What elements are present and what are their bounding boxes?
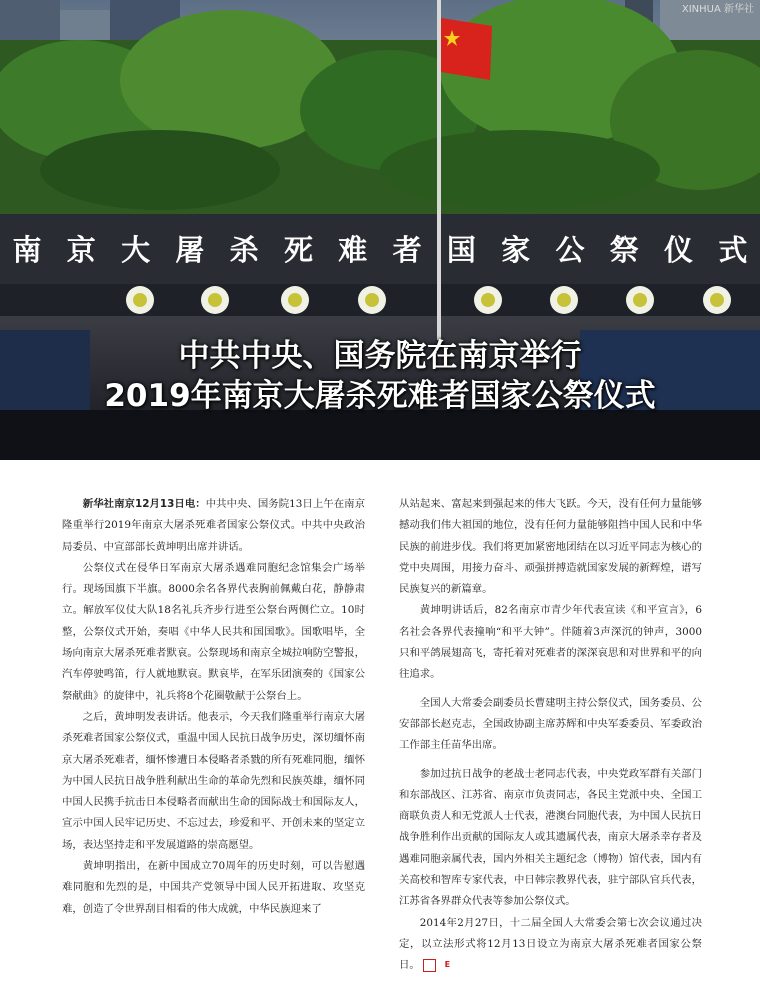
article-body bbox=[62, 494, 702, 994]
banner-char: 式 bbox=[718, 233, 748, 267]
banner-char: 大 bbox=[121, 233, 151, 267]
banner-char: 难 bbox=[338, 233, 368, 267]
paragraph: 从站起来、富起来到强起来的伟大飞跃。今天，没有任何力量能够撼动我们伟大祖国的地位，没有任何力量能够阻挡中国人民和中华民族的前进步伐。我们将更加紧密地团结在以习近平同志为核心的党中央周围，用接力奋斗、顽强拼搏造就国家发展的新辉煌，谱写民族复兴的新篇章。 bbox=[399, 498, 702, 596]
headline-line-2: 2019年南京大屠杀死难者国家公祭仪式 bbox=[104, 378, 656, 414]
paragraph: 参加过抗日战争的老战士老同志代表，中央党政军群有关部门和东部战区、江苏省、南京市负责同志，各民主党派中央、全国工商联负责人和无党派人士代表，港澳台同胞代表，为中国人民抗日战争胜利作出贡献的国际友人或其遗属代表，南京大屠杀幸存者及遇难同胞亲属代表，国内外相关主题纪念（博物）馆代表，国内有关高校和智库专家代表，中日韩宗教界代表，驻宁部队官兵代表，江苏省各界群众代表等参加公祭仪式。 bbox=[399, 767, 702, 908]
banner-char: 南 bbox=[12, 233, 42, 267]
paragraph: 之后，黄坤明发表讲话。他表示，今天我们隆重举行南京大屠杀死难者国家公祭仪式，重温中国人民抗日战争历史，深切缅怀南京大屠杀死难者，缅怀惨遭日本侵略者杀戮的所有死难同胞，缅怀为中国人民抗日战争胜利献出生命的革命先烈和民族英雄，缅怀同中国人民携手抗击日本侵略者而献出生命的国际战士和国际友人，宣示中国人民牢记历史、不忘过去，珍爱和平、开创未来的坚定立场，表达坚持走和平发展道路的崇高愿望。 bbox=[62, 710, 365, 851]
paragraph: 黄坤明指出，在新中国成立70周年的历史时刻，可以告慰遇难同胞和先烈的是，中国共产党领导中国人民开拓进取、攻坚克难，创造了令世界刮目相看的伟大成就，中华民族迎来了 bbox=[62, 860, 365, 915]
banner-char: 屠 bbox=[175, 233, 205, 267]
banner-char: 杀 bbox=[229, 233, 259, 267]
article-headline bbox=[0, 336, 760, 416]
end-mark-icon: E bbox=[423, 959, 436, 972]
article-left-column bbox=[62, 494, 365, 994]
headline-line-1: 中共中央、国务院在南京举行 bbox=[178, 338, 582, 374]
paragraph: 黄坤明讲话后，82名南京市青少年代表宣读《和平宣言》，6名社会各界代表撞响“和平大钟”。伴随着3声深沉的钟声，3000只和平鸽展翅高飞，寄托着对死难者的深深哀思和对世界和平的向往追求。 bbox=[399, 604, 702, 681]
banner-char: 死 bbox=[283, 233, 313, 267]
article-right-column bbox=[399, 494, 702, 994]
banner-char: 公 bbox=[555, 233, 585, 267]
paragraph: 全国人大常委会副委员长曹建明主持公祭仪式，国务委员、公安部部长赵克志，全国政协副主席苏辉和中央军委委员、军委政治工作部主任苗华出席。 bbox=[399, 696, 702, 752]
paragraph-text: 2014年2月27日，十二届全国人大常委会第七次会议通过决定，以立法形式将12月13日设立为南京大屠杀死难者国家公祭日。 bbox=[399, 916, 702, 972]
paragraph: 公祭仪式在侵华日军南京大屠杀遇难同胞纪念馆集会广场举行。现场国旗下半旗。8000余名各界代表胸前佩戴白花，静静肃立。解放军仪仗大队18名礼兵齐步行进至公祭台两侧伫立。10时整，公祭仪式开始，奏唱《中华人民共和国国歌》。国歌唱毕，全场向南京大屠杀死难者默哀。公祭现场和南京全城拉响防空警报，汽车停驶鸣笛，行人就地默哀。默哀毕，在军乐团演奏的《国家公祭献曲》的旋律中，礼兵将8个花圈敬献于公祭台上。 bbox=[62, 561, 365, 702]
memorial-banner bbox=[0, 228, 760, 269]
banner-char: 家 bbox=[501, 233, 531, 267]
dateline: 新华社南京12月13日电： bbox=[82, 498, 206, 510]
banner-char: 仪 bbox=[664, 233, 694, 267]
ceremony-photo bbox=[0, 0, 760, 460]
banner-char: 祭 bbox=[609, 233, 639, 267]
paragraph bbox=[62, 494, 365, 558]
paragraph bbox=[399, 913, 702, 977]
photo-credit: XINHUA 新华社 bbox=[681, 4, 754, 15]
paragraph-text: 中共中央、国务院13日上午在南京隆重举行2019年南京大屠杀死难者国家公祭仪式。中共中央政治局委员、中宣部部长黄坤明出席并讲话。 bbox=[62, 498, 365, 553]
banner-char: 国 bbox=[446, 233, 476, 267]
banner-char: 者 bbox=[392, 233, 422, 267]
banner-char: 京 bbox=[66, 233, 96, 267]
